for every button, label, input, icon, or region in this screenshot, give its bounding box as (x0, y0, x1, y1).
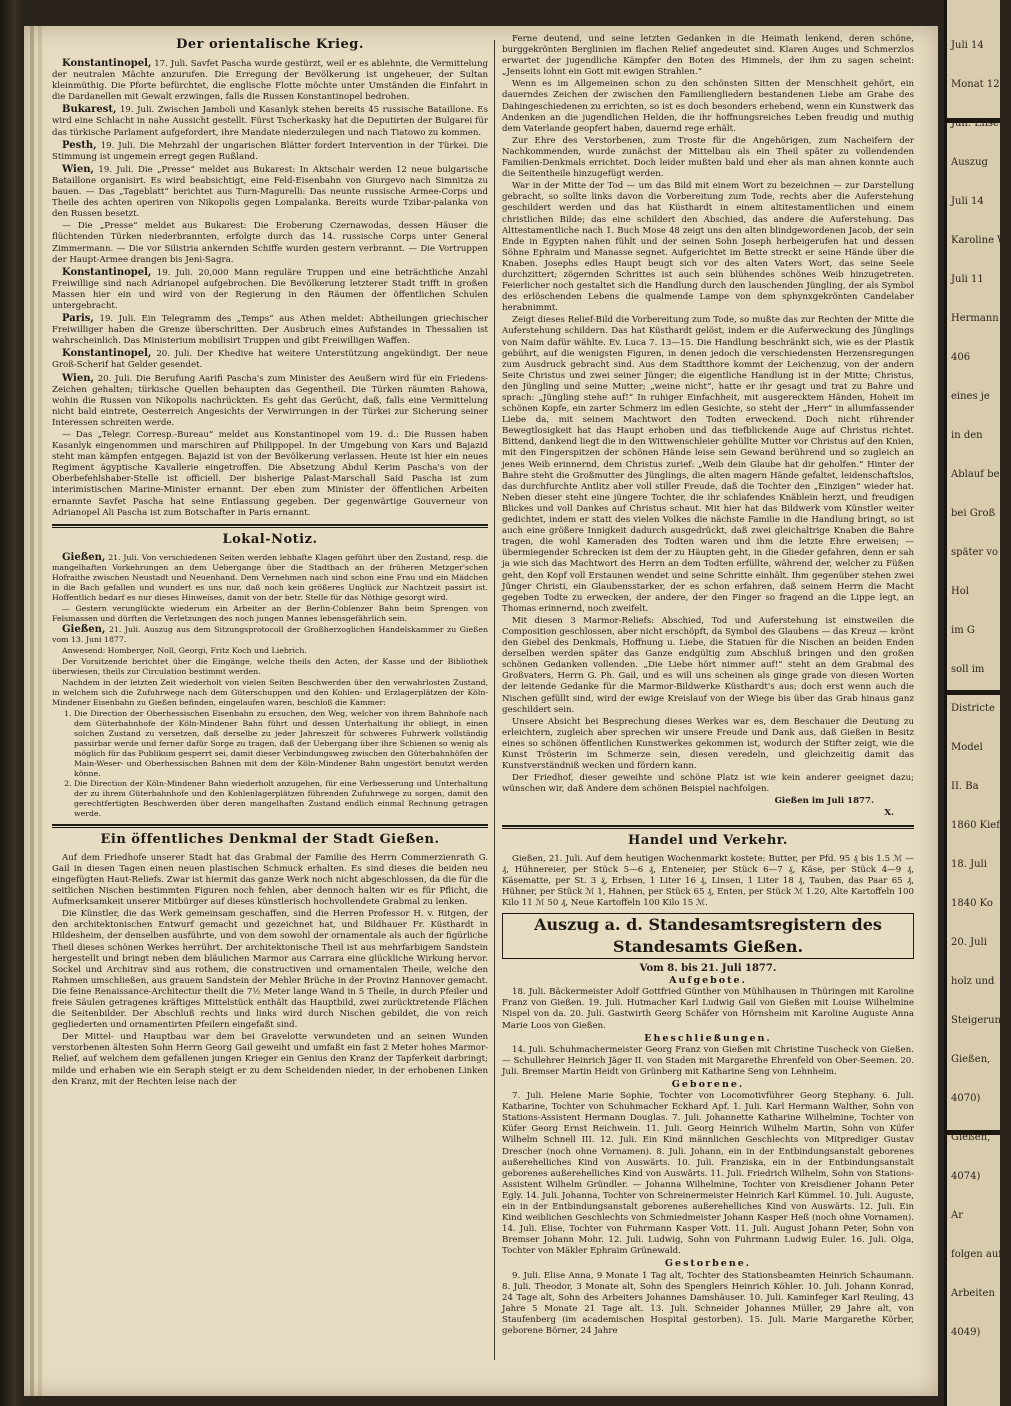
local-note (52, 678, 488, 708)
adjacent-page-text: später vo (951, 547, 999, 558)
report-text: — Gestern verunglückte wiederum ein Arbeiter an der Berlin-Coblenzer Bahn beim Sprengen von Felsmassen und dürften die Verletzungen des noch jungen Mannes lebensgefährlich sein. (52, 603, 488, 623)
registry-period: Vom 8. bis 21. Juli 1877. (639, 963, 777, 975)
war-reports (52, 58, 488, 519)
registry-heading: Gestorbene. (664, 1258, 752, 1270)
war-report (52, 430, 488, 519)
adjacent-page-text: Model (951, 742, 983, 753)
report-text: 21. Juli. Von verschiedenen Seiten werden lebhafte Klagen geführt über den Zustand, resp. die mangelhaften Vorkehrungen an dem Uebergange über die Stadtbach an der früheren Metzger'schen Hofraithe zwischen Neustadt und Neuenhand. Dem Vernehmen nach sind schon eine Frau und ein Mädchen in die Bach gefallen und wundert es uns nur, daß noch kein größeres Unglück zur Nachtzeit passirt ist. Hoffentlich bedarf es nur dieses Hinweises, damit von der betr. Stelle für das Nöthige gesorgt wird. (52, 552, 488, 602)
adjacent-page-text: Ar (951, 1210, 964, 1221)
monument-article (52, 853, 488, 1088)
war-report (52, 267, 488, 312)
war-report (52, 58, 488, 103)
monument-paragraph: Die Künstler, die das Werk gemeinsam geschaffen, sind die Herren Professor H. v. Ritgen, der den architektonischen Entwurf gemacht und gezeichnet hat, und Bildhauer Fr. Küsthardt in Hildesheim, der denselben ausführte, und von dem sowohl der ornamentale als auch der figürliche Theil dieses schönen Werkes herrührt. Der architektonische Theil ist aus mehrfarbigem Sandstein hergestellt und bringt neben dem bläulichen Marmor aus Carrara eine glückliche Wirkung hervor. Sockel und Architrav sind aus rothem, die constructiven und ornamentalen Theile, welche den Rahmen umschließen, aus grauem Sandstein der Mehler Brüche in der Provinz Hannover gemacht. Die feine Renaissance-Architectur theilt die 7½ Meter lange Wand in 5 Theile, in durch Pfeiler und freie Säulen getragenes kräftiges Mittelstück enthält das Hauptbild, zwei zurücktretende Flächen die Seitenbilder. Der Abschluß rechts und links wird durch Nischen gebildet, die von reich gegliederten und ornamentirten Pfeilern eingefaßt sind. (52, 909, 488, 1031)
adjacent-page-text: 4074) (951, 1171, 981, 1182)
adjacent-page-text: in den (951, 430, 983, 441)
report-text: 19. Juli. Zwischen Jamboli und Kasanlyk stehen bereits 45 russische Bataillone. Es wird eine Schlacht in nahe Aussicht gestellt. Fürst Tscherkasky hat die Deputirten der Bulgarei für das türkische Parlament aufgefordert, ihre Mandate niederzulegen und nach Tiatowo zu kommen. (52, 105, 488, 138)
local-note (52, 604, 488, 624)
adjacent-page-text: Hol (951, 586, 969, 597)
resolution-item: 1. Die Direction der Oberhessischen Eisenbahn zu ersuchen, den Weg, welcher von ihrem Bahnhofe nach dem Güterbahnhofe der Köln-Mindener Bahn führt und dessen Unterhaltung ihr obliegt, in einen solchen Zustand zu versetzen, daß derselbe zu jeder Jahreszeit für schweres Fuhrwerk vollständig passirbar werde und ferner dafür Sorge zu tragen, daß der Uebergang über ihre Schienen so wenig als möglich für das Publikum gesperrt sei, damit dieser Verbindungsweg zwischen den Güterbahnhöfen der Main-Weser- und Oberhessischen Bahnen mit dem der Köln-Mindener Bahn ungestört benutzt werden könne. (74, 709, 488, 779)
left-column (52, 34, 488, 1368)
adjacent-page-text: Juli 14 (951, 196, 984, 207)
adjacent-page-text: 4070) (951, 1093, 981, 1104)
local-note (52, 625, 488, 645)
adjacent-page-text: Juli 14 (951, 40, 984, 51)
column-rule (494, 40, 495, 1360)
adjacent-page-text: Monat 12 (951, 79, 1000, 90)
dateline-place: Gießen, (62, 551, 106, 563)
registry-entries: 18. Juli. Bäckermeister Adolf Gottfried Günther von Mühlhausen in Thüringen mit Karoline Franz von Gießen. 19. Juli. Hutmacher Karl Ludwig Gail von Gießen mit Louise Wilhelmine Nispel von da. 20. Juli. Gastwirth Georg Schäfer von Hörnsheim mit Karoline Auguste Anna Marie Loos von Gießen. (502, 987, 914, 1031)
registry-title: Auszug a. d. Standesamtsregistern des Standesamts Gießen. (502, 913, 914, 959)
dateline-place: Pesth, (62, 139, 97, 151)
registry-sections (502, 975, 914, 1337)
registry-entries: 7. Juli. Helene Marie Sophie, Tochter von Locomotivführer Georg Stephany. 6. Juli. Katharine, Tochter von Schuhmacher Eckhard Apf. 1. Juli. Karl Hermann Walther, Sohn von Stations-Assistent Hermann Douglas. 7. Juli. Johannette Katharine Wilhelmine, Tochter von Küfer Georg Ernst Reichwein. 11. Juli. Georg Heinrich Wilhelm Martin, Sohn von Küfer Wilhelm Schnell III. 12. Juli. Ein Kind männlichen Geschlechts von Mitprediger Gustav Drescher (noch ohne Vornamen). 8. Juli. Johann, ein in der Entbindungsanstalt geborenes außerehelliches Kind von Auswärts. 10. Juli. Franziska, ein in der Entbindungsanstalt geborenes außerehelliches Kind von Auswärts. 11. Juli. Friedrich Wilhelm, Sohn von Stations-Assistent Wilhelm Gründler. — Johanna Wilhelmine, Tochter von Kreisdiener Johann Peter Egly. 14. Juli. Johanna, Tochter von Schreinermeister Heinrich Karl Kümmel. 10. Juli. Auguste, ein in der Entbindungsanstalt geborenes außerehelliches Kind von Auswärts. 12. Juli. Ein Kind weiblichen Geschlechts von Schmiedmeister Johann Kasper Heß (noch ohne Vornamen). 14. Juli. Elise, Tochter von Fuhrmann Kasper Vott. 11. Juli. August Johann Peter, Sohn von Bremser Johann Mohr. 12. Juli. Ludwig, Sohn von Fuhrmann Ludwig Euler. 16. Juli. Olga, Tochter von Mäkler Ephraim Grünewald. (502, 1091, 914, 1257)
local-note (52, 553, 488, 603)
war-report (52, 140, 488, 163)
adjacent-page-text: Hermann K (951, 313, 1010, 324)
adjacent-page-text: 4049) (951, 1327, 981, 1338)
registry-entries: 14. Juli. Schuhmachermeister Georg Franz von Gießen mit Christine Tuscheck von Gießen. — Schullehrer Heinrich Jäger II. von Staden mit Margarethe Ehrenfeld von Ober-Seemen. 20. Juli. Bremser Martin Heidt von Grünberg mit Katharine Seng von Lehnheim. (502, 1044, 914, 1077)
report-text: 19. Juli. Ein Telegramm des „Temps“ aus Athen meldet: Abtheilungen griechischer Freiwilliger haben die Grenze überschritten. Der Ausbruch eines Aufstandes in Thessalien ist wahrscheinlich. Das Ministerium mobilisirt Truppen und gibt Freiwilligen Waffen. (52, 314, 489, 347)
resolution-item: 2. Die Direction der Köln-Mindener Bahn wiederholt anzugehen, für eine Verbesserung und Unterhaltung der zu ihrem Güterbahnhofe und den Kohlenlagerplätzen führenden Zufuhrwege zu sorgen, damit den gerechtfertigten Beschwerden über deren mangelhaften Zustand endlich einmal Rechnung getragen werde. (74, 779, 488, 819)
dateline-place: Konstantinopel, (62, 58, 152, 69)
page-edge-shadow (38, 26, 42, 1396)
section-divider (52, 524, 488, 528)
adjacent-page-fragment (944, 0, 1011, 1406)
monument-paragraph: Zeigt dieses Relief-Bild die Vorbereitung zum Tode, so mußte das zur Rechten der Mitte die Auferstehung schildern. Das hat Küsthardt gelöst, indem er die Auferweckung des Jünglings von Naim dafür wählte. Ev. Luca 7. 13—15. Die Handlung beschränkt sich, wie es der Plastik gebührt, auf die wenigsten Figuren, in denen jedoch die verschiedensten Herzensregungen zum Ausdruck gebracht sind. Aus dem Stadtthore kommt der Leichenzug, von der andern Seite Christus und zwei seiner Jünger; die eigentliche Handlung ist in der Mitte; Christus, den Jüngling und seine Mutter; „weine nicht“, hatte er ihr gesagt und trat zu Bahre und sprach: „Jüngling stehe auf!“ In ruhiger Einfachheit, mit ausgerecktem Händen, Hoheit im schönen Kopfe, ein zarter Schmerz im edlen Gesichte, so steht der „Herr“ in allumfassender Liebe da, mit seinem Machtwort den Todten erweckend. Doch nicht rührender Bewegtlosigkeit hat das Haupt erhoben und das tiefblickende Auge auf Christus richtet. Bittend, dankend liegt die in den Wittwenschleier gehüllte Mutter vor Christus auf den Knien, mit den Fingerspitzen der schönen Hände leise sein Gewand berührend und so zugleich an jenes Weib erinnernd, dem Christus zurief: „Weib dein Glaube hat dir geholfen.“ Hinter der Bahre steht die Großmutter des Jünglings, die alten magern Hände gefaltet, leidenschaftslos, das durchfurchte Antlitz aber voll stiller Freude, daß die Tochter den „Einzigen“ wieder hat. Neben dieser steht eine jüngere Tochter, die ihr schlafendes Knäblein herzt, und freudigen Blickes und voll Dankes auf Christus schaut. Mit hier hat das Bildwerk vom Künstler weiter gedichtet, indem er statt des vielen Volkes die nächste Familie in die Handlung bringt, so ist auch eine größere Innigkeit dadurch ausgedrückt, daß zwei gleichaltrige Knaben die Bahre tragen, die wohl Kameraden des Todten waren und ihm die letzte Ehre erweisen; — übermiegender Schrecken ist dem der zu Häupten geht, in die Glieder gefahren, denn er sah ja wie sich das Machtwort des Herrn an dem Todten erfüllte, während der, welcher zu Füßen geht, den Kopf voll Erstaunen wendet und seine Schritte einhält. Ihm gegenüber stehen zwei Jünger Christi, ein Glaubensstarker, der es schon erfahren, daß seinem Herrn die Macht gegeben Todte zu erwecken, der andere, der den Finger so fragend an die Lippe legt, an Thomas erinnernd, noch zweifelt. (502, 315, 914, 614)
war-report (52, 348, 488, 371)
adjacent-page-text: 20. Juli (951, 937, 987, 948)
report-text: Nachdem in der letzten Zeit wiederholt von vielen Seiten Beschwerden über den verwahrlosten Zustand, in welchem sich die Zufuhrwege nach dem Güterschuppen und den Kohlen- und Erzlagerplätzen der Köln-Mindener Eisenbahn zu Gießen befinden, eingelaufen waren, beschloß die Kammer: (52, 677, 488, 707)
adjacent-page-text: Juli 11 (951, 274, 984, 285)
right-column (502, 34, 914, 1368)
adjacent-page-text: im G (951, 625, 975, 636)
adjacent-page-text: 1860 Kiefer (951, 820, 1011, 831)
war-report (52, 164, 488, 220)
registry-heading: Aufgebote. (669, 975, 747, 987)
adjacent-page-text: bei Groß (951, 508, 996, 519)
adjacent-page-text: Arbeiten (951, 1288, 995, 1299)
dateline-place: Paris, (62, 313, 94, 325)
war-report (52, 221, 488, 265)
adjacent-page-text: 1840 Ko (951, 898, 993, 909)
article-dateline: Gießen im Juli 1877. (774, 796, 874, 807)
report-text: 19. Juli. 20,000 Mann reguläre Truppen und eine beträchtliche Anzahl Freiwillige sind nach Adrianopel aufgebrochen. Die Bevölkerung letzterer Stadt trifft in großen Massen hier ein und wird von der Regierung in den Räumen der öffentlichen Schulen untergebracht. (52, 267, 488, 311)
monument-paragraph: Auf dem Friedhofe unserer Stadt hat das Grabmal der Familie des Herrn Commerzienrath G. Gail in diesen Tagen einen neuen plastischen Schmuck erhalten. Es sind dieses die beiden neu eingefügten Haut-Reliefs. Zwar ist hiermit das ganze Werk noch nicht abgeschlossen, da die für die seitlichen Nischen bestimmten Figuren noch fehlen, aber dennoch halten wir es für Pflicht, die Aufmerksamkeit unserer Mitbürger auf dieses künstlerisch hochvollendete Grabmal zu lenken. (52, 852, 488, 908)
monument-paragraph: Mit diesen 3 Marmor-Reliefs: Abschied, Tod und Auferstehung ist einstweilen die Composition geschlossen, aber nicht erschöpft, da Symbol des Glaubens — das Kreuz — krönt den Giebel des Denkmals, Hoffnung u. Liebe, die Statuen für die Nischen an beiden Enden derselben werden später das Ganze endgültig zum Abschluß bringen und den großen schönen Gedanken vollenden. „Die Liebe hört nimmer auf!“ steht an dem Grabmal des Großvaters, Herrn G. Ph. Gail, und es will uns scheinen als ginge grade von diesen Worten der leitende Gedanke für die Marmor-Bildwerke Küsthardt's aus; doch erst wenn auch die Nischen gefüllt sind, wird der ewige Kreislauf von der Wiege bis über das Grab hinaus ganz geschildert sein. (502, 615, 914, 715)
adjacent-page-text: Juli. Elise (951, 118, 999, 129)
adjacent-page-text: Auszug (951, 157, 988, 168)
market-report: Gießen, 21. Juli. Auf dem heutigen Wochenmarkt kostete: Butter, per Pfd. 95 ₰ bis 1.5 ℳ — ₰, Hühnereier, per Stück 5—6 ₰, Enteneier, per Stück 6—7 ₰, Käse, per Stück 4—9 ₰, Käsematte, per St. 3 ₰, Erbsen, 1 Liter 16 ₰, Linsen, 1 Liter 18 ₰, Tauben, das Paar 65 ₰, Hühner, per Stück ℳ 1, Hahnen, per Stück 65 ₰, Enten, per Stück ℳ 1.20, Alte Kartoffeln 100 Kilo 11 ℳ 50 ₰, Neue Kartoffeln 100 Kilo 15 ℳ. (502, 853, 914, 908)
monument-article-continued (502, 34, 914, 795)
adjacent-page-text: folgen auf (951, 1249, 1002, 1260)
registry-heading: Geborene. (671, 1078, 745, 1090)
monument-paragraph: War in der Mitte der Tod — um das Bild mit einem Wort zu bezeichnen — zur Darstellung gebracht, so sollte links davon die Vorbereitung zum Tode, rechts aber die Auferstehung geschildert werden und das hat Küsthardt in einem altitestamentlichen und einem christlichen Bilde; das eine schildert den Abschied, das andere die Auferstehung. Das Alttestamentliche nach 1. Buch Mose 48 zeigt uns den alten blindgewordenen Jacob, der sein Ende in Egypten nahen fühlt und der seinen Sohn Joseph herbeigerufen hat und dessen Söhne Ephraim und Manasse segnet. Aufgerichtet im Bette streckt er seine Hände über die Knaben. Josephs edles Haupt beugt sich vor des alten Vaters Wort, das seine Seele durchzittert; zögernden Schrittes ist auch sein blühendes schönes Weib hinzugetreten. Feierlicher noch gestaltet sich die Handlung durch den lauschenden Jüngling, der als Symbol des erlöschenden Lebens die qualmende Lampe von dem sphynxgekrönten Candelaber herabnimmt. (502, 181, 914, 314)
war-section-title: Der orientalische Krieg. (176, 37, 364, 52)
adjacent-page-text: 406 (951, 352, 971, 363)
dateline-place: Konstantinopel, (62, 348, 152, 360)
report-text: 19. Juli. Die Mehrzahl der ungarischen Blätter fordert Intervention in der Türkei. Die Stimmung ist ungemein erregt gegen Rußland. (52, 140, 488, 162)
adjacent-page-text: holz und (951, 976, 995, 987)
war-report (52, 313, 488, 347)
local-note (52, 646, 488, 656)
local-section-title: Lokal-Notiz. (222, 531, 318, 547)
article-signature: X. (884, 808, 894, 819)
local-notes (52, 553, 488, 708)
adjacent-page-text: 18. Juli (951, 859, 987, 870)
book-binding (0, 0, 24, 1406)
dateline-place: Bukarest, (62, 104, 117, 116)
monument-paragraph: Der Mittel- und Hauptbau war dem bei Gravelotte verwundeten und an seinen Wunden verstorbenen ältesten Sohn Herrn Georg Gail geweiht und umfaßt ein fast 2 Meter hohes Marmor-Relief, auf welchem dem gefallenen jungen Krieger ein Genius den Kranz der Tapferkeit darbringt; milde und erhaben wie ein Seraph steigt er zu dem Scheidenden nieder, in der erhobenen Linken den Kranz, mit der Rechten leise nach der (52, 1032, 488, 1087)
chamber-resolutions (74, 709, 488, 819)
page-edge-shadow (30, 26, 34, 1396)
adjacent-page-text: Steigerung (951, 1015, 1008, 1026)
dateline-place: Gießen, (62, 623, 106, 635)
adjacent-page-text: Gießen, (951, 1054, 991, 1065)
adjacent-page-rule (947, 690, 1000, 695)
monument-paragraph: Wenn es im Allgemeinen schon zu den schönsten Sitten der Menschheit gehört, ein dauerndes Zeichen der zwischen den Familiengliedern bestandenen Liebe am Grabe des Dahingeschiedenen zu errichten, so ist es doch besonders erhebend, wenn ein Kunstwerk das Andenken an die jugendlichen Helden, die ihr hoffnungsreiches Leben freudig und muthig dem Vaterlande geopfert haben, dauernd rege erhält. (502, 79, 914, 134)
monument-section-title: Ein öffentliches Denkmal der Stadt Gießen. (100, 831, 440, 847)
trade-section-title: Handel und Verkehr. (628, 832, 788, 848)
section-divider (52, 824, 488, 828)
report-text: 20. Juli. Der Khedive hat weitere Unterstützung angekündigt. Der neue Groß-Scherif hat Gelder gesendet. (52, 349, 488, 371)
report-text: 20. Juli. Die Berufung Aarifi Pascha's zum Minister des Aeußern wird für ein Friedens-Zeichen gehalten; türkische Quellen behaupten das Gegentheil. Die Türken räumten Rahowa, wohin die Russen von Nikopolis nachrückten. Es geht das Gerücht, daß, falls eine Vermittelung nicht bald eintrete, Oesterreich Angesichts der Verwirrungen in der Türkei zur Sicherung seiner Interessen schreiten werde. (52, 373, 489, 428)
adjacent-page-text: II. Ba (951, 781, 979, 792)
dateline-place: Wien, (62, 372, 94, 384)
adjacent-page-text: soll im (951, 664, 985, 675)
report-text: 21. Juli. Auszug aus dem Sitzungsprotocoll der Großherzoglichen Handelskammer zu Gießen vom 13. Juni 1877. (52, 624, 488, 644)
registry-heading: Eheschließungen. (644, 1032, 772, 1044)
dateline-place: Konstantinopel, (62, 266, 152, 278)
report-text: — Die „Presse“ meldet aus Bukarest: Die Eroberung Czernawodas, dessen Häuser die flüchtenden Türken niederbrannten, erfolgte durch das 14. russische Corps unter General Zimmermann. — Die vor Silistria ankernden Schiffe wurden gestern verbrannt. — Die Vortruppen der Haupt-Armee drangen bis Jeni-Sagra. (52, 221, 488, 265)
adjacent-page-text: Gießen, (951, 1132, 991, 1143)
war-report (52, 104, 488, 138)
war-report (52, 373, 488, 429)
monument-paragraph: Ferne deutend, und seine letzten Gedanken in die Heimath lenkend, deren schöne, burggekrönten Berglinien im flachen Relief angedeutet sind. Klaren Auges und Schmerzlos erwartet der jugendliche Kämpfer den Boten des Himmels, der ihm zu sagen scheint: „Jenseits lohnt ein Gott mit ewigen Strahlen.“ (502, 34, 914, 78)
monument-paragraph: Zur Ehre des Verstorbenen, zum Troste für die Angehörigen, zum Nacheifern der Nachkommenden, wurde zunächst der Mittelbau als ein Theil später zu vollendenden Familien-Denkmals errichtet. Doch leider mußten bald und eher als man ahnen konnte auch die Seitentheile hinzugefügt werden. (502, 135, 914, 180)
monument-paragraph: Der Friedhof, dieser geweihte und schöne Platz ist wie kein anderer geeignet dazu; wünschen wir, daß Andere dem schönen Beispiel nachfolgen. (502, 773, 914, 795)
monument-paragraph: Unsere Absicht bei Besprechung dieses Werkes war es, dem Beschauer die Deutung zu erleichtern, zugleich aber sprechen wir unsere Freude und Dank aus, daß Gießen in Besitz eines so schönen öffentlichen Kunstwerkes gekommen ist, wodurch der Stifter zeigt, wie die Kunst Trösterin im Schmerze sein, diesen veredeln, und gleichzeitig damit das Kunstverständniß wecken und fördern kann. (502, 716, 914, 772)
local-note (52, 657, 488, 677)
adjacent-page-text: Ablauf be (951, 469, 1000, 480)
section-divider (502, 825, 914, 829)
report-text: 19. Juli. Die „Presse“ meldet aus Bukarest: In Aktschair werden 12 neue bulgarische Bataillone organisirt. Es wird beabsichtigt, eine Feld-Eisenbahn von Giurgevo nach Simnitza zu bauen. — Das „Tageblatt“ berichtet aus Turn-Magurelli: Das neunte russische Armee-Corps und Theile des achten operiren von Nikopolis gegen Lompalanka. Bereits wurde Tzibar-palanka von den Russen besetzt. (52, 164, 489, 220)
report-text: 17. Juli. Savfet Pascha wurde gestürzt, weil er es ablehnte, die Vermittelung der neutralen Mächte anzurufen. Die Erregung der Bevölkerung ist ungeheuer, der Sultan kleinmüthig. Die Pforte befürchtet, die englische Flotte möchte unter Umständen die Einfahrt in die Dardanellen mit Gewalt erzwingen, falls die Russen Konstantinopel bedrohen. (52, 59, 488, 103)
report-text: — Das „Telegr. Corresp.-Bureau“ meldet aus Konstantinopel vom 19. d.: Die Russen haben Kasanlyk eingenommen und marschiren auf Philippopel. In der Umgebung von Kars und Bajazid steht man kämpfen entgegen. Bajazid ist von der Bevölkerung verlassen. Heute ist hier ein neues Regiment ägyptische Kavallerie eingetroffen. Die Absetzung Abdul Kerim Pascha's von der Oberbefehlshaber-Stelle ist officiell. Der bisherige Palast-Marschall Said Pascha ist zum interimistischen Marine-Minister ernannt. Der eben zum Minister der öffentlichen Arbeiten ernannte Savfet Pascha hat seine Entlassung gegeben. Der gegenwärtige Gouverneur von Adrianopel Ali Pascha ist zum Botschafter in Paris ernannt. (52, 430, 488, 518)
registry-entries: 9. Juli. Elise Anna, 9 Monate 1 Tag alt, Tochter des Stationsbeamten Heinrich Schaumann. 8. Juli. Theodor, 3 Monate alt, Sohn des Spenglers Heinrich Köhler. 10. Juli. Johann Konrad, 24 Tage alt, Sohn des Arbeiters Johannes Damshäuser. 10. Juli. Kaminfeger Karl Reuling, 43 Jahre 5 Monate 21 Tage alt. 13. Juli. Schneider Johannes Müller, 29 Jahre alt, von Staufenberg (im academischen Hospital gestorben). 15. Juli. Marie Margarethe Körber, geborene Börner, 24 Jahre (502, 1270, 914, 1337)
dateline-place: Wien, (62, 163, 94, 175)
adjacent-page-text: Districte (951, 703, 995, 714)
report-text: Der Vorsitzende berichtet über die Eingänge, welche theils den Acten, der Kasse und der Bibliothek überwiesen, theils zur Circulation bestimmt werden. (52, 656, 488, 676)
adjacent-page-text: eines je (951, 391, 990, 402)
report-text: Anwesend: Homberger, Noll, Georgi, Fritz Koch und Liebrich. (62, 645, 307, 655)
adjacent-page-text: Karoline Wi (951, 235, 1011, 246)
